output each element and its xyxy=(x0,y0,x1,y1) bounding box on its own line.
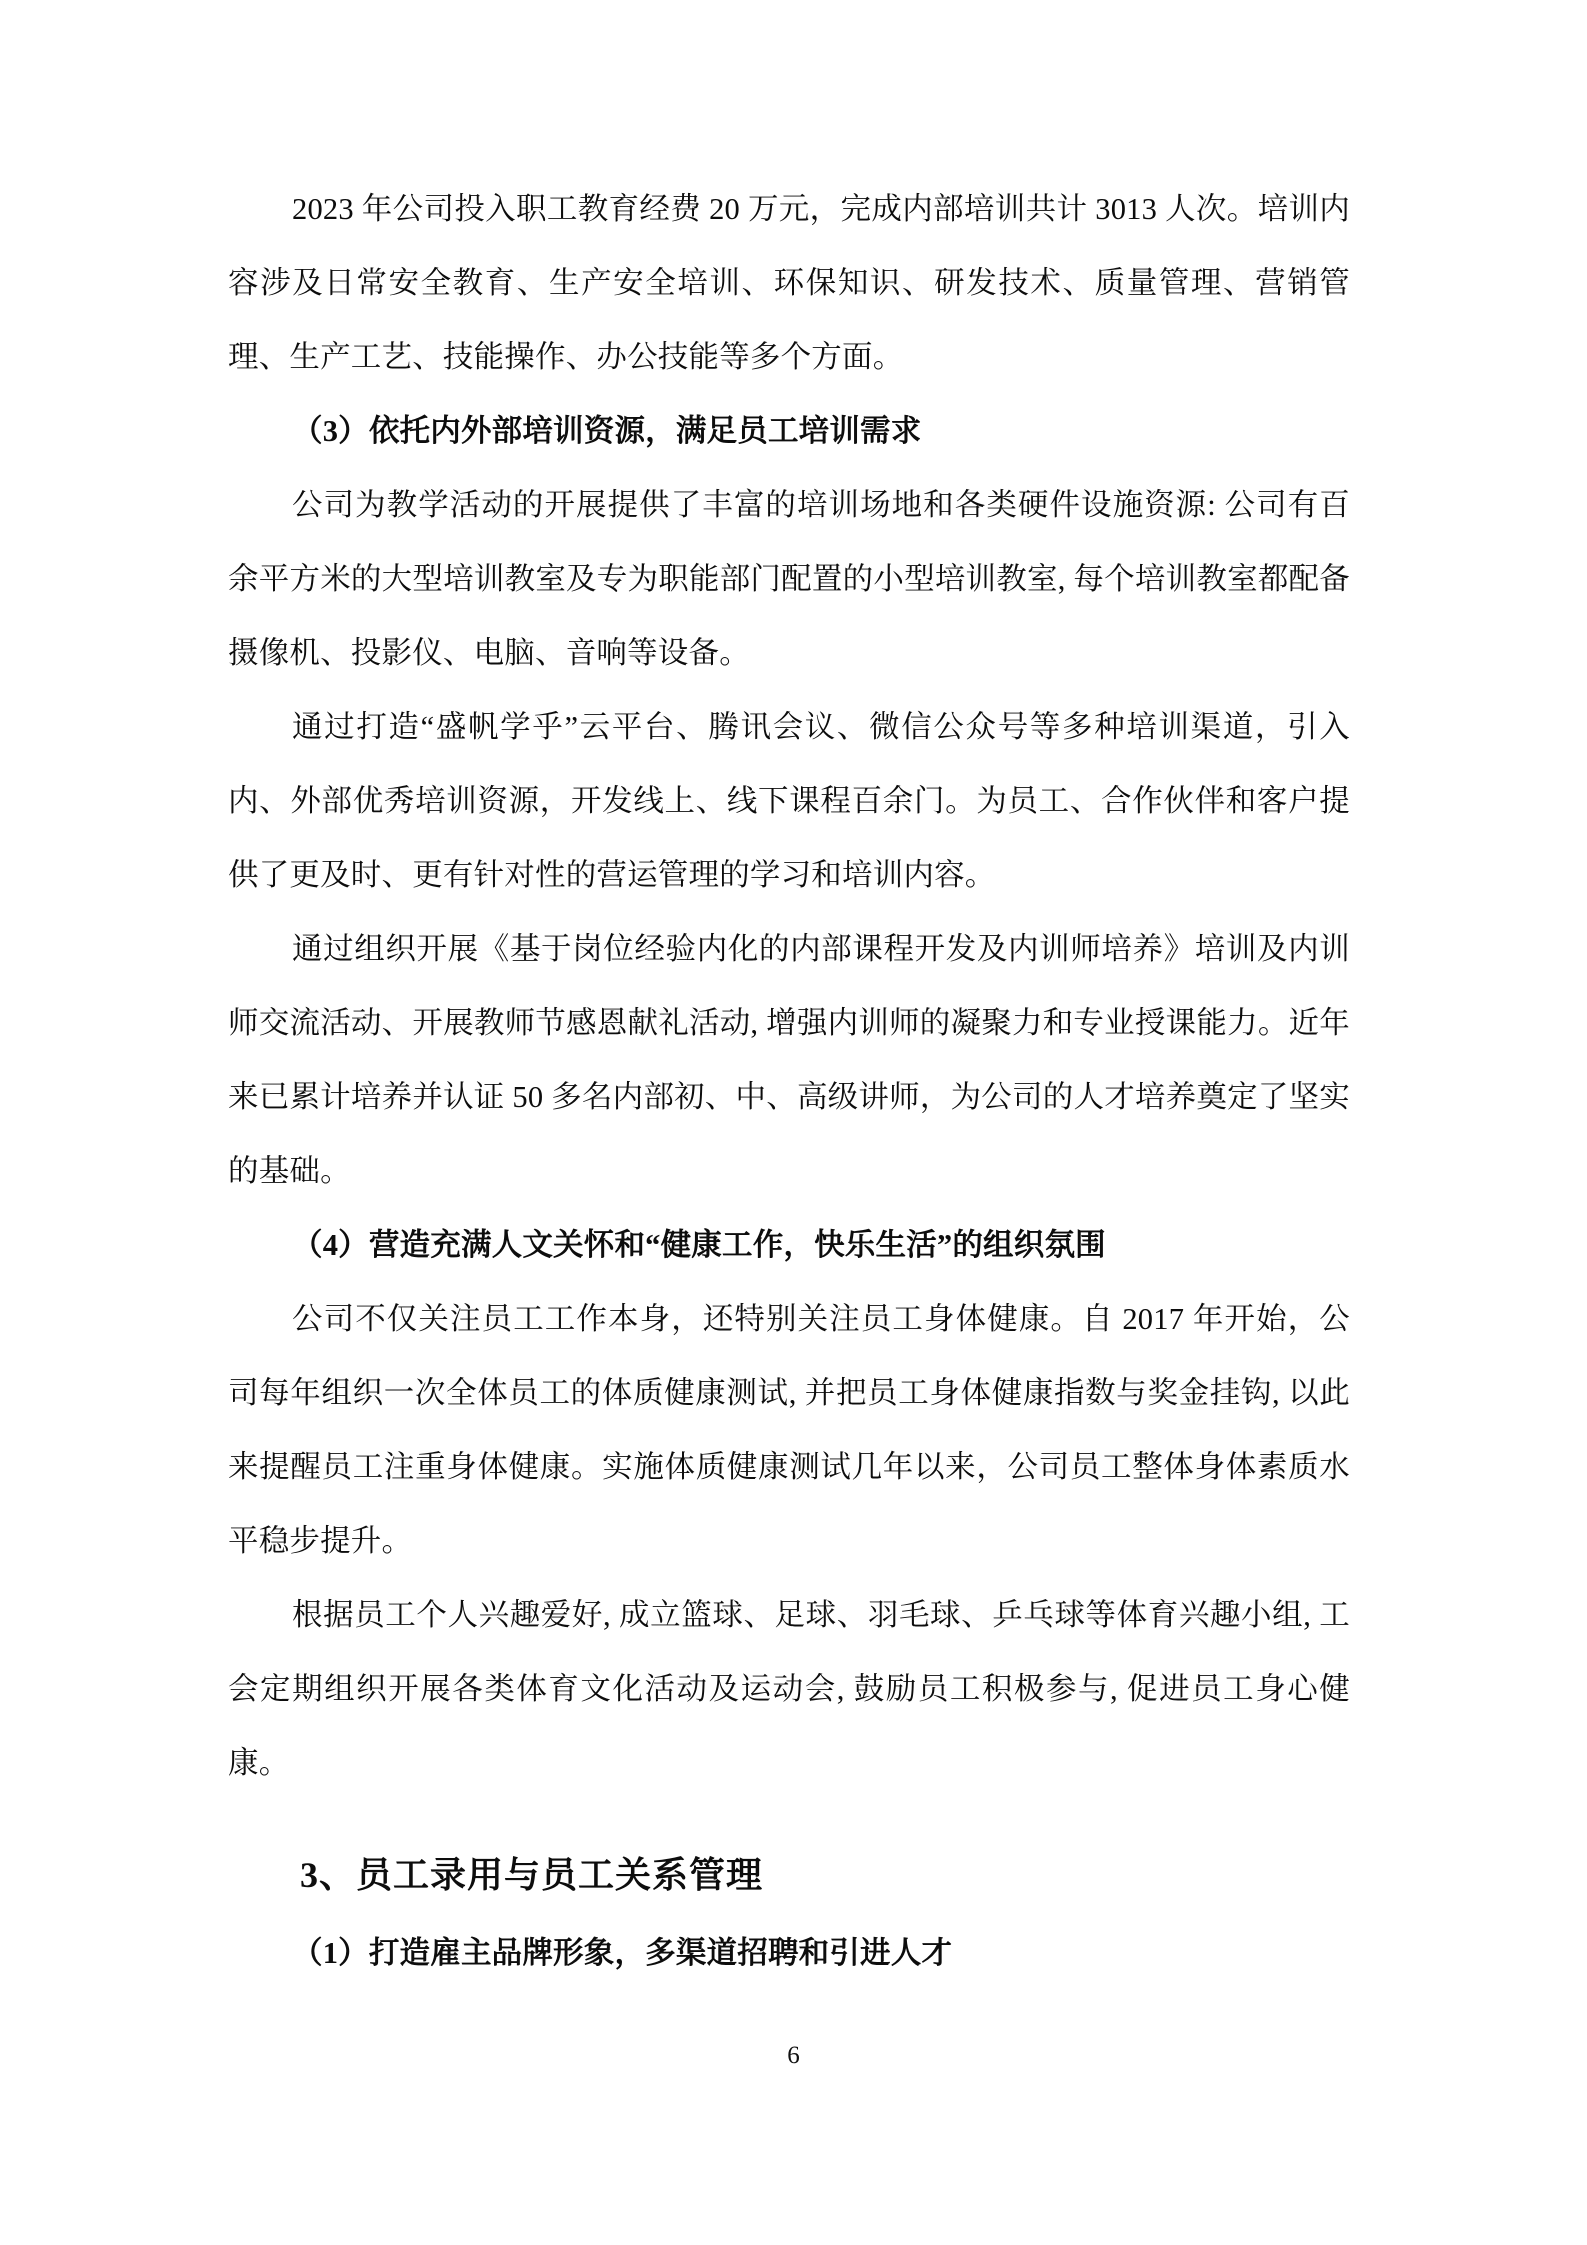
document-body xyxy=(228,172,1350,1990)
heading-4-humanistic-care: （4）营造充满人文关怀和“健康工作，快乐生活”的组织氛围 xyxy=(292,1228,1106,1262)
spacer xyxy=(228,1800,1350,1834)
paragraph-training-channels: 通过打造“盛帆学乎”云平台、腾讯会议、微信公众号等多种培训渠道，引入内、外部优秀培训资源，开发线上、线下课程百余门。为员工、合作伙伴和客户提供了更及时、更有针对性的营运管理的学习和培训内容。 xyxy=(228,710,1350,892)
paragraph-sports-groups: 根据员工个人兴趣爱好, 成立篮球、足球、羽毛球、乒乓球等体育兴趣小组, 工会定期组织开展各类体育文化活动及运动会, 鼓励员工积极参与, 促进员工身心健康。 xyxy=(228,1598,1350,1780)
section-title-employment-relations: 3、员工录用与员工关系管理 xyxy=(300,1855,764,1895)
heading-3-training-resources: （3）依托内外部培训资源，满足员工培训需求 xyxy=(292,414,922,448)
page-number: 6 xyxy=(787,2042,800,2069)
paragraph-training-budget: 2023 年公司投入职工教育经费 20 万元，完成内部培训共计 3013 人次。培训内容涉及日常安全教育、生产安全培训、环保知识、研发技术、质量管理、营销管理、生产工艺、技能操作、办公技能等多个方面。 xyxy=(228,192,1350,374)
paragraph-employee-health: 公司不仅关注员工工作本身，还特别关注员工身体健康。自 2017 年开始，公司每年组织一次全体员工的体质健康测试, 并把员工身体健康指数与奖金挂钩, 以此来提醒员工注重身体健康。实施体质健康测试几年以来，公司员工整体身体素质水平稳步提升。 xyxy=(228,1302,1350,1558)
paragraph-training-facilities: 公司为教学活动的开展提供了丰富的培训场地和各类硬件设施资源: 公司有百余平方米的大型培训教室及专为职能部门配置的小型培训教室, 每个培训教室都配备摄像机、投影仪、电脑、音响等设备。 xyxy=(228,488,1350,670)
paragraph-internal-trainer-development: 通过组织开展《基于岗位经验内化的内部课程开发及内训师培养》培训及内训师交流活动、开展教师节感恩献礼活动, 增强内训师的凝聚力和专业授课能力。近年来已累计培养并认证 50 多名内部初、中、高级讲师，为公司的人才培养奠定了坚实的基础。 xyxy=(228,932,1350,1188)
heading-1-employer-brand: （1）打造雇主品牌形象，多渠道招聘和引进人才 xyxy=(292,1936,953,1970)
